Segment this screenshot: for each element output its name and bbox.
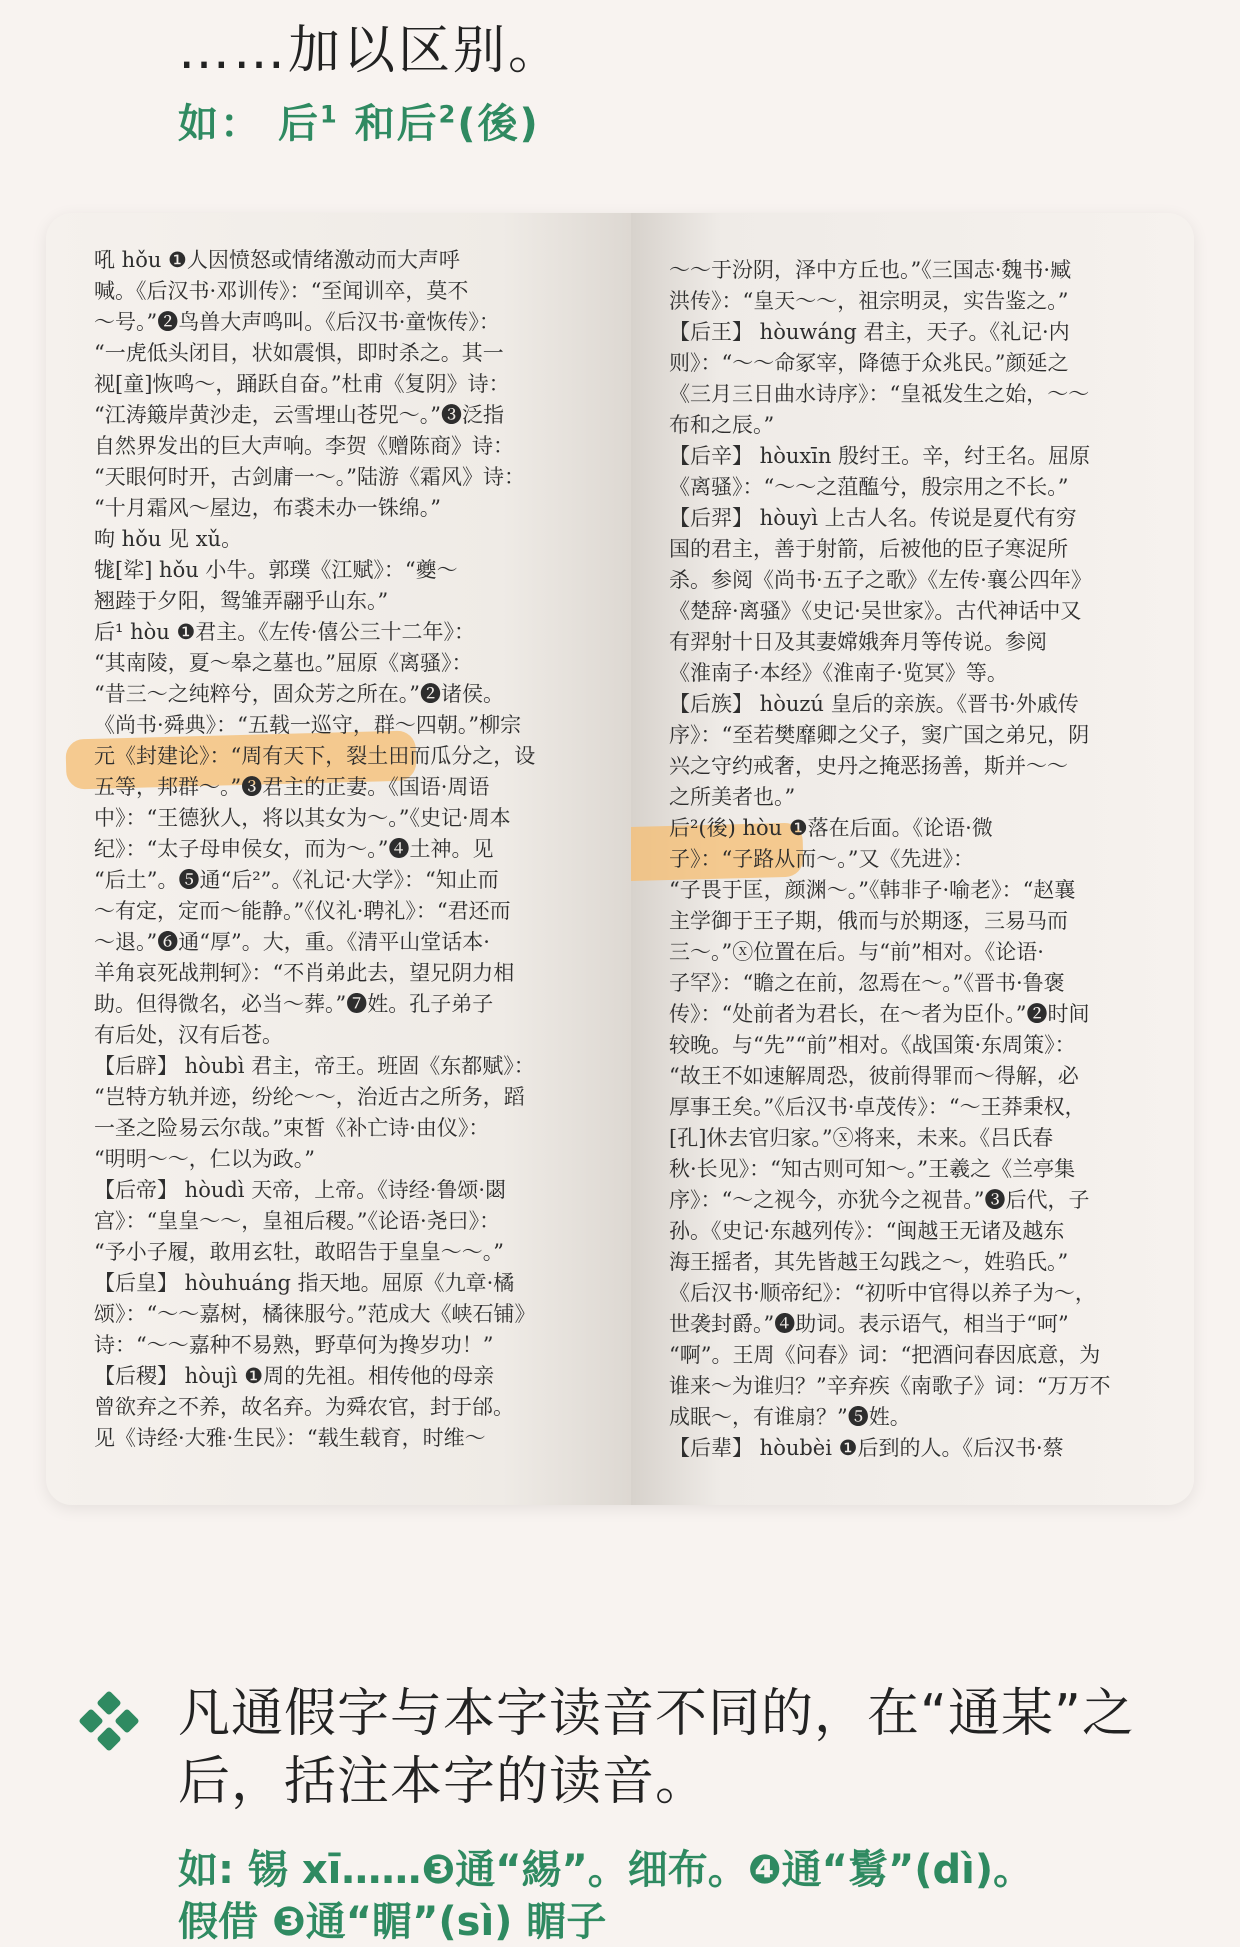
left-line: “后土”。❺通“后²”。《礼记·大学》：“知止而 [94, 868, 499, 892]
bottom-main-text: 凡通假字与本字读音不同的，在“通某”之后，括注本字的读音。 [178, 1684, 1135, 1812]
left-line: 一圣之险易云尔哉。”束皙《补亡诗·由仪》： [94, 1116, 490, 1140]
right-line: “啊”。王周《问春》词：“把酒问春因底意，为 [669, 1343, 1101, 1367]
left-line: 诗：“～～嘉种不易熟，野草何为搀岁功！” [94, 1333, 494, 1357]
left-line: “天眼何时开，古剑庸一～。”陆游《霜风》诗： [94, 465, 525, 489]
left-line: 见《诗经·大雅·生民》：“载生载育，时维～ [94, 1426, 486, 1450]
left-line: 元《封建论》：“周有天下，裂土田而瓜分之，设 [94, 744, 536, 768]
left-line: 后¹ hòu ❶君主。《左传·僖公三十二年》： [94, 620, 475, 644]
left-line: ～有定，定而～能静。”《仪礼·聘礼》：“君还而 [94, 899, 511, 923]
left-line: “江涛簸岸黄沙走，云雪埋山苍兕～。”❸泛指 [94, 403, 504, 427]
right-line: 国的君主，善于射箭，后被他的臣子寒浞所 [669, 537, 1068, 561]
right-line: 主学御于王子期，俄而与於期逐，三易马而 [669, 909, 1068, 933]
right-line: 三～。”ⓧ位置在后。与“前”相对。《论语· [669, 940, 1044, 964]
right-line: 《后汉书·顺帝纪》：“初听中官得以养子为～， [669, 1281, 1096, 1305]
example-sup2: 2 [438, 100, 458, 129]
right-page [631, 213, 1194, 1505]
right-line: 有羿射十日及其妻嫦娥奔月等传说。参阅 [669, 630, 1047, 654]
dictionary-spread [46, 213, 1194, 1505]
right-line: 成眠～，有谁扇？”❺姓。 [669, 1405, 911, 1429]
left-line: 曾欲弃之不养，故名弃。为舜农官，封于邰。 [94, 1395, 514, 1419]
right-line: 孙。《史记·东越列传》：“闽越王无诸及越东 [669, 1219, 1065, 1243]
left-line: 【后稷】 hòujì ❶周的先祖。相传他的母亲 [94, 1364, 495, 1388]
intro-tail-text: ……加以区别。 [178, 21, 564, 81]
right-line: 后²(後) hòu ❶落在后面。《论语·微 [669, 816, 993, 840]
left-line: “昔三～之纯粹兮，固众芳之所在。”❷诸侯。 [94, 682, 504, 706]
example-sup1: 1 [319, 100, 339, 129]
left-page-text [94, 245, 594, 1454]
left-line: 自然界发出的巨大声响。李贺《赠陈商》诗： [94, 434, 514, 458]
left-line: “岂特方轨并迹，纷纶～～，治近古之所务，蹈 [94, 1085, 525, 1109]
left-line: 吼 hǒu ❶人因愤怒或情绪激动而大声呼 [94, 248, 460, 272]
left-line: “一虎低头闭目，状如震惧，即时杀之。其一 [94, 341, 504, 365]
bottom-cut-text: 假借 ❸通“睸”(sì) 睸子 [178, 1899, 607, 1945]
right-line: 秋·长见》：“知古则可知～。”王羲之《兰亭集 [669, 1157, 1076, 1181]
left-line: “十月霜风～屋边，布裘未办一铢绵。” [94, 496, 441, 520]
left-line: 宫》：“皇皇～～，皇祖后稷。”《论语·尧曰》： [94, 1209, 501, 1233]
right-line: 【后辛】 hòuxīn 殷纣王。辛，纣王名。屈原 [669, 444, 1091, 468]
right-line: 洪传》：“皇天～～，祖宗明灵，实告鉴之。” [669, 289, 1069, 313]
example-paren: (後) [457, 101, 540, 147]
right-line: 子》：“子路从而～。”又《先进》： [669, 847, 974, 871]
top-example [178, 92, 540, 149]
bottom-example-text: 如: 锡 xī……❸通“緆”。细布。❹通“鬄”(dì)。 [178, 1847, 1034, 1893]
right-line: 【后王】 hòuwáng 君主，天子。《礼记·内 [669, 320, 1070, 344]
left-line: 【后帝】 hòudì 天帝，上帝。《诗经·鲁颂·閟 [94, 1178, 507, 1202]
right-line: “子畏于匡，颜渊～。”《韩非子·喻老》：“赵襄 [669, 878, 1076, 902]
left-line: 【后辟】 hòubì 君主，帝王。班固《东都赋》： [94, 1054, 535, 1078]
right-line: 世袭封爵。”❹助词。表示语气，相当于“呵” [669, 1312, 1069, 1336]
right-line: 布和之辰。” [669, 413, 775, 437]
right-line: 传》：“处前者为君长，在～者为臣仆。”❷时间 [669, 1002, 1090, 1026]
right-line: 【后族】 hòuzú 皇后的亲族。《晋书·外戚传 [669, 692, 1079, 716]
right-line: 【后辈】 hòubèi ❶后到的人。《后汉书·蔡 [669, 1436, 1064, 1460]
right-line: 兴之守约戒奢，史丹之掩恶扬善，斯并～～ [669, 754, 1068, 778]
left-line: 助。但得微名，必当～葬。”❼姓。孔子弟子 [94, 992, 494, 1016]
left-line: ～退。”❻通“厚”。大，重。《清平山堂话本· [94, 930, 490, 954]
right-line: 《离骚》：“～～之菹醢兮，殷宗用之不长。” [669, 475, 1069, 499]
section-bullet-icon [82, 1694, 136, 1748]
left-line: 羊角哀死战荆轲》：“不肖弟此去，望兄阴力相 [94, 961, 515, 985]
right-line: 谁来～为谁归？”辛弃疾《南歌子》词：“万万不 [669, 1374, 1111, 1398]
right-line: 《楚辞·离骚》《史记·吴世家》。古代神话中又 [669, 599, 1082, 623]
left-line: 颂》：“～～嘉树，橘徕服兮。”范成大《峡石铺》 [94, 1302, 536, 1326]
right-line: 较晚。与“先”“前”相对。《战国策·东周策》： [669, 1033, 1076, 1057]
left-line: 纪》：“太子母申侯女，而为～。”❹土神。见 [94, 837, 494, 861]
right-line: 《三月三日曲水诗序》：“皇祗发生之始，～～ [669, 382, 1090, 406]
right-line: 则》：“～～命冢宰，降德于众兆民。”颜延之 [669, 351, 1069, 375]
right-line: [孔]休去官归家。”ⓧ将来，未来。《吕氏春 [669, 1126, 1054, 1150]
left-line: 牻[㸺] hǒu 小牛。郭璞《江赋》：“夔～ [94, 558, 458, 582]
right-line: ～～于汾阴，泽中方丘也。”《三国志·魏书·臧 [669, 258, 1072, 282]
left-line: 喊。《后汉书·邓训传》：“至闻训卒，莫不 [94, 279, 469, 303]
left-line: 《尚书·舜典》：“五载一巡守，群～四朝。”柳宗 [94, 713, 522, 737]
right-line: 海王摇者，其先皆越王勾践之～，姓驺氏。” [669, 1250, 1069, 1274]
right-line: 之所美者也。” [669, 785, 796, 809]
left-line: “其南陵，夏～皋之墓也。”屈原《离骚》： [94, 651, 473, 675]
right-line: 序》：“～之视今，亦犹今之视昔。”❸后代，子 [669, 1188, 1090, 1212]
left-line: 翘踛于夕阳，鸳雏弄翮乎山东。” [94, 589, 389, 613]
left-line: 呴 hǒu 见 xǔ。 [94, 527, 243, 551]
example-char1: 后 [277, 101, 320, 147]
left-line: ～号。”❷鸟兽大声鸣叫。《后汉书·童恢传》： [94, 310, 500, 334]
left-line: 有后处，汉有后苍。 [94, 1023, 283, 1047]
right-line: 子罕》：“瞻之在前，忽焉在～。”《晋书·鲁褒 [669, 971, 1065, 995]
right-line: 【后羿】 hòuyì 上古人名。传说是夏代有穷 [669, 506, 1077, 530]
left-line: 五等，邦群～。”❸君主的正妻。《国语·周语 [94, 775, 490, 799]
left-line: 视[童]恢鸣～，踊跃自奋。”杜甫《复阴》诗： [94, 372, 510, 396]
left-line: “予小子履，敢用玄牡，敢昭告于皇皇～～。” [94, 1240, 504, 1264]
example-prefix: 如： [178, 101, 262, 147]
right-line: 厚事王矣。”《后汉书·卓茂传》：“～王莽秉权， [669, 1095, 1086, 1119]
left-line: 【后皇】 hòuhuáng 指天地。屈原《九章·橘 [94, 1271, 515, 1295]
left-line: 中》：“王德狄人，将以其女为～。”《史记·周本 [94, 806, 511, 830]
right-page-text [669, 255, 1169, 1464]
right-line: 《淮南子·本经》《淮南子·览冥》等。 [669, 661, 1008, 685]
right-line: “故王不如速解周恐，彼前得罪而～得解，必 [669, 1064, 1079, 1088]
example-middle: 和后 [354, 101, 439, 147]
right-line: 杀。参阅《尚书·五子之歌》《左传·襄公四年》 [669, 568, 1092, 592]
right-line: 序》：“至若樊靡卿之父子，窦广国之弟兄，阴 [669, 723, 1090, 747]
left-page [46, 213, 631, 1505]
left-line: “明明～～，仁以为政。” [94, 1147, 315, 1171]
